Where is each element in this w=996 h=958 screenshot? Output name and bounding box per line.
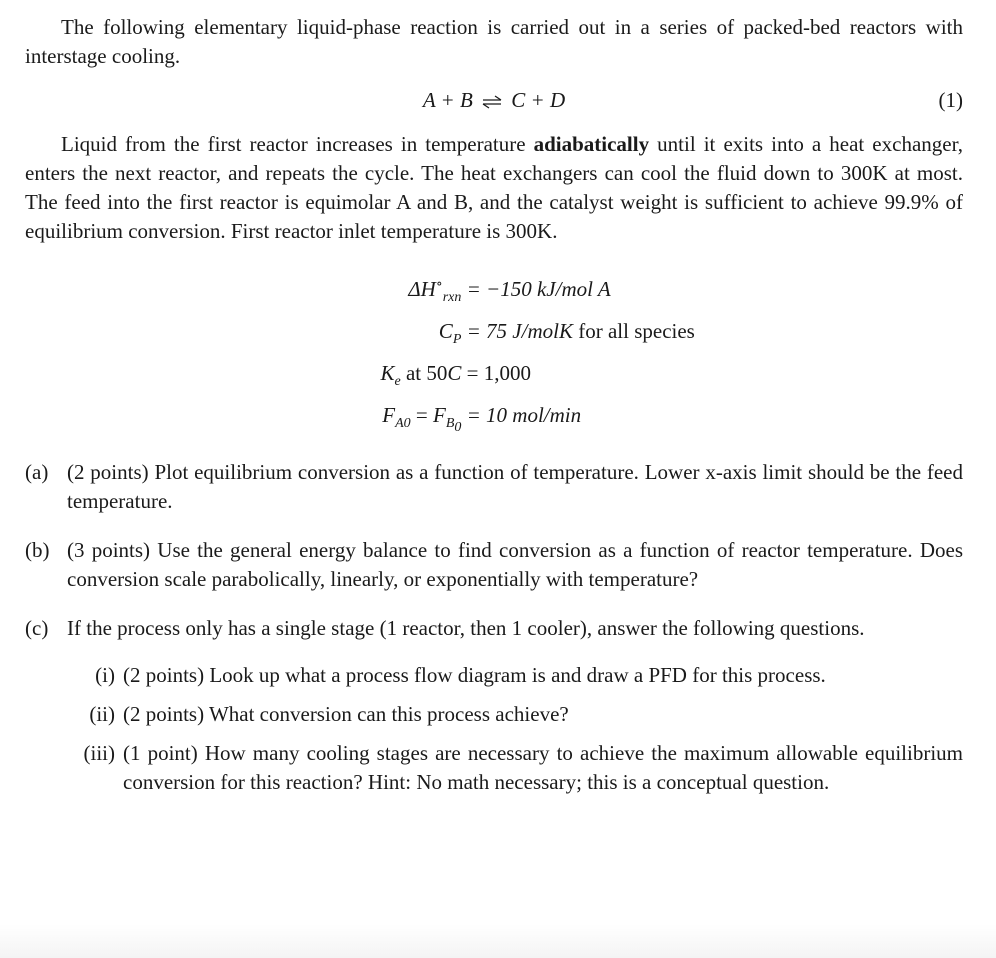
fb-sub-zero: 0 bbox=[454, 419, 462, 435]
subquestion-text: (2 points) What conversion can this process achieve? bbox=[123, 702, 569, 726]
cp-symbol: C bbox=[438, 319, 453, 343]
cp-suffix: for all species bbox=[578, 319, 695, 343]
fa-symbol: F bbox=[382, 403, 396, 427]
cp-sub: P bbox=[452, 332, 462, 348]
question-label: (c) bbox=[25, 616, 49, 640]
ke-mid: at 50 bbox=[405, 361, 448, 385]
question-a bbox=[25, 458, 963, 516]
f-value: = 10 mol/min bbox=[466, 403, 582, 427]
description-paragraph bbox=[25, 130, 963, 246]
products: C + D bbox=[511, 88, 566, 112]
param-equilibrium-constant bbox=[25, 352, 963, 394]
subquestion-ii bbox=[25, 700, 963, 729]
enthalpy-symbol: ΔH bbox=[408, 277, 436, 301]
fa-sub: A0 bbox=[395, 416, 411, 432]
subquestion-label: (i) bbox=[95, 663, 115, 687]
description-emphasis: adiabatically bbox=[533, 132, 650, 156]
subquestion-text: (2 points) Look up what a process flow diagram is and draw a PFD for this process. bbox=[123, 663, 826, 687]
question-list bbox=[25, 458, 963, 797]
ke-unit: C bbox=[447, 361, 462, 385]
enthalpy-sub: rxn bbox=[442, 290, 462, 306]
ke-value: = 1,000 bbox=[466, 361, 531, 385]
param-enthalpy bbox=[25, 268, 963, 310]
subquestion-iii bbox=[25, 739, 963, 797]
question-label: (b) bbox=[25, 538, 50, 562]
question-label: (a) bbox=[25, 460, 49, 484]
ke-sub: e bbox=[394, 374, 401, 390]
question-text: (3 points) Use the general energy balance to find conversion as a function of reactor temperature. Does conversion scale parabolically, linearly, or exponentially with temperature? bbox=[67, 538, 963, 591]
subquestion-label: (ii) bbox=[89, 702, 115, 726]
question-text: If the process only has a single stage (1 reactor, then 1 cooler), answer the following questions. bbox=[67, 616, 865, 640]
equilibrium-arrow-icon bbox=[481, 95, 503, 109]
subquestion-i bbox=[25, 661, 963, 690]
cp-value: = 75 J/molK bbox=[466, 319, 573, 343]
problem-page bbox=[25, 13, 963, 817]
enthalpy-value: = −150 kJ/mol A bbox=[466, 277, 611, 301]
subquestion-list bbox=[67, 661, 963, 797]
param-feed-rate bbox=[25, 394, 963, 436]
ke-symbol: K bbox=[380, 361, 395, 385]
description-part1: Liquid from the first reactor increases in temperature bbox=[61, 132, 534, 156]
page-bottom-shade bbox=[0, 924, 996, 958]
subquestion-text: (1 point) How many cooling stages are necessary to achieve the maximum allowable equilibrium conversion for this reaction? Hint: No math necessary; this is a conceptual question. bbox=[123, 741, 963, 794]
question-b bbox=[25, 536, 963, 594]
description-part2: until it exits into a heat exchanger, enters the next reactor, and repeats the cycle. The heat exchangers can cool the fluid down to 300K at most. The feed into the first reactor is equimolar A and B, and the catalyst weight is sufficient to achieve 99.9% of equilibrium conversion. First reactor inlet temperature is 300K. bbox=[25, 132, 963, 243]
reaction-expression bbox=[25, 86, 963, 115]
fb-symbol: F bbox=[432, 403, 446, 427]
parameter-block bbox=[25, 268, 963, 436]
question-c bbox=[25, 614, 963, 797]
intro-paragraph: The following elementary liquid-phase reaction is carried out in a series of packed-bed reactors with interstage cooling. bbox=[25, 15, 963, 68]
subquestion-label: (iii) bbox=[83, 741, 115, 765]
fb-sub: B bbox=[445, 416, 455, 432]
reactants: A + B bbox=[422, 88, 473, 112]
f-eq: = bbox=[415, 403, 428, 427]
reaction-equation bbox=[25, 86, 963, 116]
enthalpy-sup: ∘ bbox=[435, 277, 443, 292]
param-heat-capacity bbox=[25, 310, 963, 352]
equation-number: (1) bbox=[938, 88, 963, 112]
question-text: (2 points) Plot equilibrium conversion as a function of temperature. Lower x-axis limit should be the feed temperature. bbox=[67, 460, 963, 513]
